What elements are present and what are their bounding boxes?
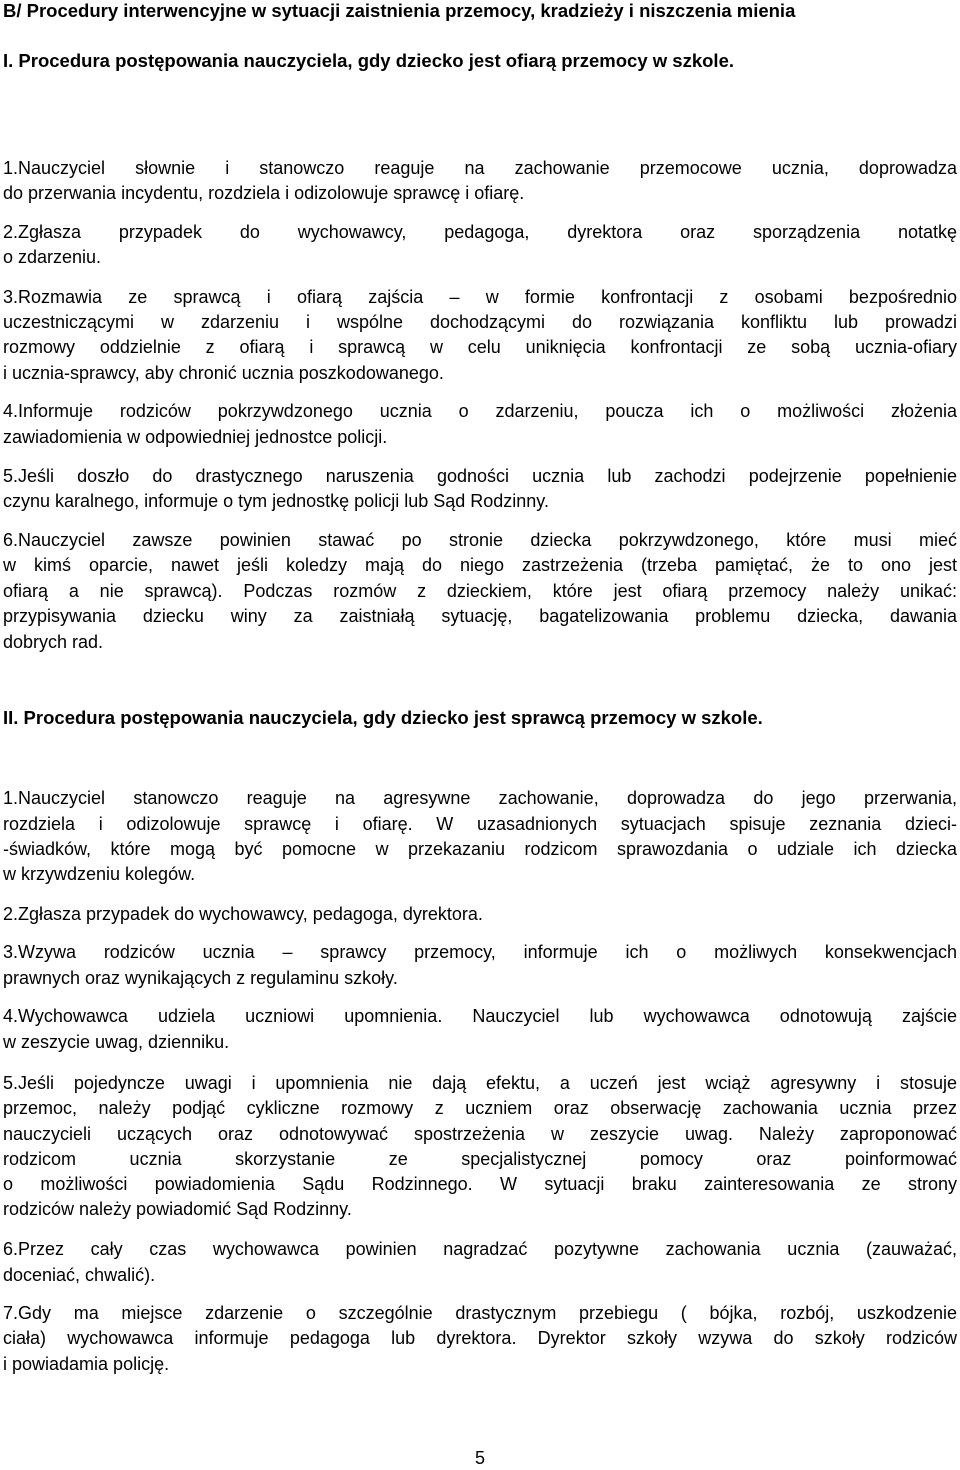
- page-number: 5: [474, 1448, 485, 1468]
- part2-item4-line2: w zeszycie uwag, dzienniku.: [3, 1032, 230, 1052]
- part1-item6-line2: w kimś oparcie, nawet jeśli koledzy mają do niego zastrzeżenia (trzeba pamiętać, że to ono jest: [3, 555, 957, 575]
- part1-item6-line4: przypisywania dziecku winy za zaistniałą sytuację, bagatelizowania problemu dziecka, dawania: [3, 606, 957, 626]
- part1-item3-line1: 3.Rozmawia ze sprawcą i ofiarą zajścia – w formie konfrontacji z osobami bezpośrednio: [3, 287, 957, 307]
- part2-item7-line3: i powiadamia policję.: [3, 1354, 170, 1374]
- part2-item5-line1: 5.Jeśli pojedyncze uwagi i upomnienia nie dają efektu, a uczeń jest wciąż agresywny i stosuje: [3, 1073, 957, 1093]
- part2-item5-line3: nauczycieli uczących oraz odnotowywać spostrzeżenia w zeszycie uwag. Należy zaproponować: [3, 1124, 957, 1144]
- part1-item6-line5: dobrych rad.: [3, 632, 104, 652]
- part1-item5-line2: czynu karalnego, informuje o tym jednostkę policji lub Sąd Rodzinny.: [3, 491, 549, 511]
- part1-heading: I. Procedura postępowania nauczyciela, gdy dziecko jest ofiarą przemocy w szkole.: [3, 50, 734, 71]
- part1-item1-line2: do przerwania incydentu, rozdziela i odizolowuje sprawcę i ofiarę.: [3, 183, 525, 203]
- part2-item6-line1: 6.Przez cały czas wychowawca powinien nagradzać pozytywne zachowania ucznia (zauważać,: [3, 1239, 957, 1259]
- part2-item7-line1: 7.Gdy ma miejsce zdarzenie o szczególnie drastycznym przebiegu ( bójka, rozbój, uszkodzenie: [3, 1303, 957, 1323]
- section-title: B/ Procedury interwencyjne w sytuacji zaistnienia przemocy, kradzieży i niszczenia mienia: [3, 0, 796, 21]
- part1-item6-line3: ofiarą a nie sprawcą). Podczas rozmów z dzieckiem, które jest ofiarą przemocy należy unikać:: [3, 581, 957, 601]
- part2-item1-line2: rozdziela i odizolowuje sprawcę i ofiarę. W uzasadnionych sytuacjach spisuje zeznania dzieci-: [3, 814, 957, 834]
- part1-item4-line2: zawiadomienia w odpowiedniej jednostce policji.: [3, 427, 388, 447]
- part1-item3-line2: uczestniczącymi w zdarzeniu i wspólne dochodzącymi do rozwiązania konfliktu lub prowadzi: [3, 312, 957, 332]
- part1-item5-line1: 5.Jeśli doszło do drastycznego naruszenia godności ucznia lub zachodzi podejrzenie popełnienie: [3, 466, 957, 486]
- part2-item6-line2: doceniać, chwalić).: [3, 1265, 156, 1285]
- part2-item1-line4: w krzywdzeniu kolegów.: [3, 864, 196, 884]
- part2-item3-line1: 3.Wzywa rodziców ucznia – sprawcy przemocy, informuje ich o możliwych konsekwencjach: [3, 942, 957, 962]
- part2-item1-line1: 1.Nauczyciel stanowczo reaguje na agresywne zachowanie, doprowadza do jego przerwania,: [3, 788, 957, 808]
- part2-item2-line1: 2.Zgłasza przypadek do wychowawcy, pedagoga, dyrektora.: [3, 904, 483, 924]
- part1-item4-line1: 4.Informuje rodziców pokrzywdzonego ucznia o zdarzeniu, poucza ich o możliwości złożenia: [3, 401, 957, 421]
- part1-item3-line3: rozmowy oddzielnie z ofiarą i sprawcą w celu uniknięcia konfrontacji ze sobą ucznia-ofiary: [3, 337, 957, 357]
- part1-item3-line4: i ucznia-sprawcy, aby chronić ucznia poszkodowanego.: [3, 363, 444, 383]
- part2-item5-line6: rodziców należy powiadomić Sąd Rodzinny.: [3, 1199, 352, 1219]
- part2-item7-line2: ciała) wychowawca informuje pedagoga lub dyrektora. Dyrektor szkoły wzywa do szkoły rodziców: [3, 1328, 957, 1348]
- part1-item2-line2: o zdarzeniu.: [3, 247, 102, 267]
- part1-item2-line1: 2.Zgłasza przypadek do wychowawcy, pedagoga, dyrektora oraz sporządzenia notatkę: [3, 222, 957, 242]
- part1-item6-line1: 6.Nauczyciel zawsze powinien stawać po stronie dziecka pokrzywdzonego, które musi mieć: [3, 530, 957, 550]
- part2-item5-line2: przemoc, należy podjąć cykliczne rozmowy z uczniem oraz obserwację zachowania ucznia przez: [3, 1098, 957, 1118]
- part2-item4-line1: 4.Wychowawca udziela uczniowi upomnienia. Nauczyciel lub wychowawca odnotowują zajście: [3, 1006, 957, 1026]
- part2-item5-line5: o możliwości powiadomienia Sądu Rodzinnego. W sytuacji braku zainteresowania ze strony: [3, 1174, 957, 1194]
- part2-item1-line3: -świadków, które mogą być pomocne w przekazaniu rodzicom sprawozdania o udziale ich dziecka: [3, 839, 957, 859]
- part2-item3-line2: prawnych oraz wynikających z regulaminu szkoły.: [3, 968, 398, 988]
- part2-item5-line4: rodzicom ucznia skorzystanie ze specjalistycznej pomocy oraz poinformować: [3, 1149, 957, 1169]
- part1-item1-line1: 1.Nauczyciel słownie i stanowczo reaguje na zachowanie przemocowe ucznia, doprowadza: [3, 158, 957, 178]
- part2-heading: II. Procedura postępowania nauczyciela, gdy dziecko jest sprawcą przemocy w szkole.: [3, 707, 763, 728]
